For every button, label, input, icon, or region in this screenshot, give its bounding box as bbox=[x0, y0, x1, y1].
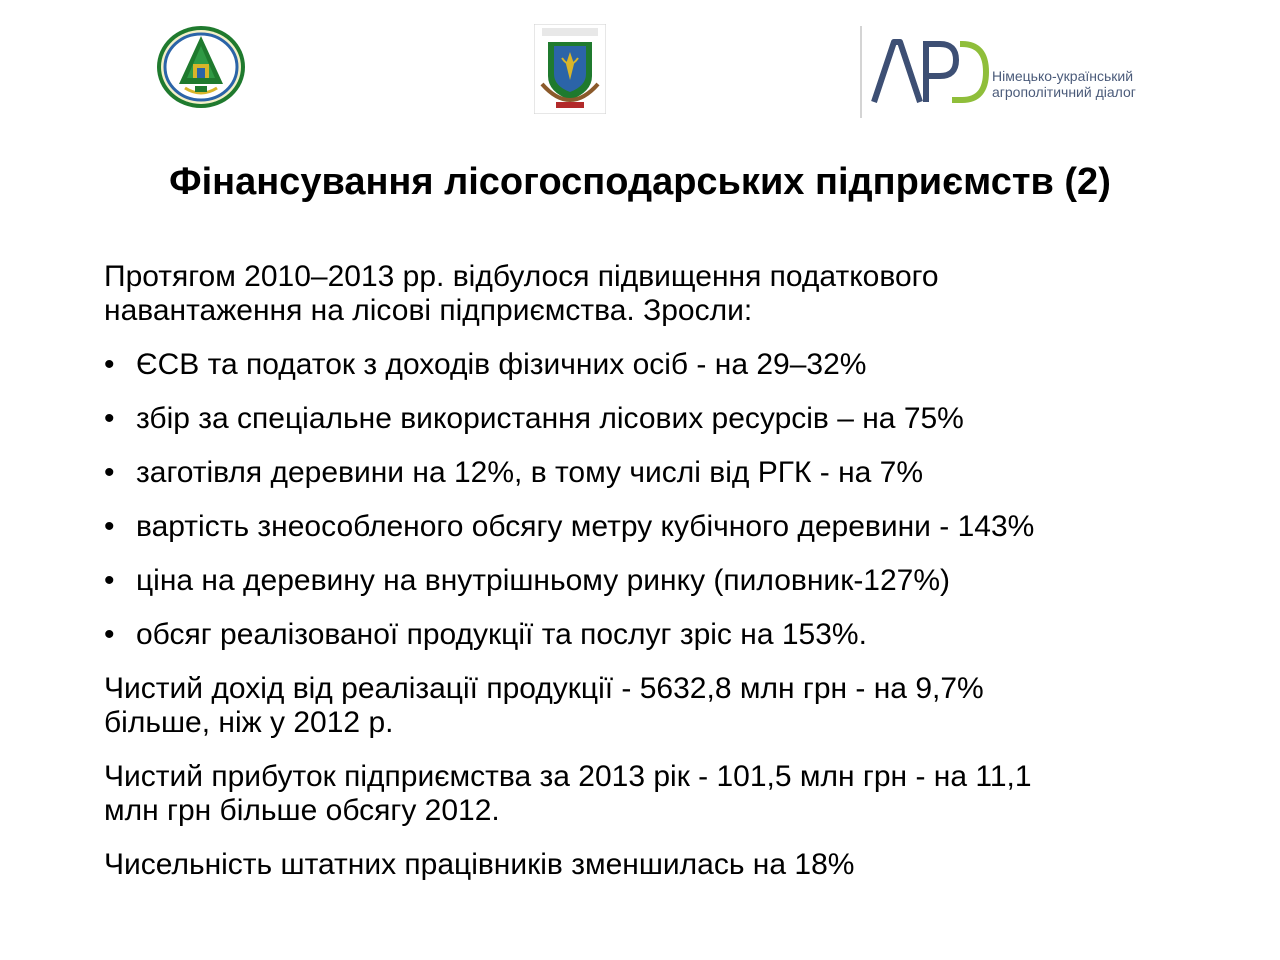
intro-line: Протягом 2010–2013 рр. відбулося підвищення податкового bbox=[104, 260, 939, 293]
paragraph-line: млн грн більше обсягу 2012. bbox=[104, 794, 500, 827]
list-item bbox=[104, 402, 1204, 436]
staff-paragraph bbox=[104, 848, 1204, 882]
apd-name-line1: Німецько-український bbox=[992, 68, 1134, 84]
slide-title: Фінансування лісогосподарських підприємств (2) bbox=[169, 161, 1111, 203]
bullet-dot: • bbox=[104, 510, 115, 543]
list-item bbox=[104, 510, 1204, 544]
apd-name bbox=[992, 68, 1136, 100]
bullet-text: збір за спеціальне використання лісових ресурсів – на 75% bbox=[136, 402, 964, 435]
bullet-dot: • bbox=[104, 348, 115, 381]
apd-name-line2: агрополітичний діалог bbox=[992, 84, 1136, 100]
paragraph-line: більше, ніж у 2012 р. bbox=[104, 706, 394, 739]
list-item bbox=[104, 564, 1204, 598]
list-item bbox=[104, 456, 1204, 490]
income-paragraph bbox=[104, 672, 1204, 740]
bullet-text: вартість знеособленого обсягу метру кубічного деревини - 143% bbox=[136, 510, 1035, 543]
bullet-dot: • bbox=[104, 456, 115, 489]
apd-mark-icon bbox=[870, 34, 990, 110]
slide-body bbox=[104, 260, 1204, 902]
paragraph-line: Чистий прибуток підприємства за 2013 рік - 101,5 млн грн - на 11,1 bbox=[104, 760, 1032, 793]
university-seal-icon bbox=[155, 24, 247, 110]
bullet-text: заготівля деревини на 12%, в тому числі від РГК - на 7% bbox=[136, 456, 924, 489]
bullet-list bbox=[104, 348, 1204, 652]
bullet-dot: • bbox=[104, 564, 115, 597]
bullet-dot: • bbox=[104, 402, 115, 435]
list-item bbox=[104, 618, 1204, 652]
intro-paragraph bbox=[104, 260, 1204, 328]
paragraph-line: Чистий дохід від реалізації продукції - 5632,8 млн грн - на 9,7% bbox=[104, 672, 984, 705]
bullet-text: обсяг реалізованої продукції та послуг зріс на 153%. bbox=[136, 618, 867, 651]
logo-divider bbox=[860, 26, 862, 118]
coat-of-arms-icon bbox=[534, 24, 606, 114]
bullet-text: ціна на деревину на внутрішньому ринку (пиловник-127%) bbox=[136, 564, 951, 597]
paragraph-line: Чисельність штатних працівників зменшилась на 18% bbox=[104, 848, 855, 881]
apd-logo bbox=[860, 26, 1150, 118]
list-item bbox=[104, 348, 1204, 382]
bullet-text: ЄСВ та податок з доходів фізичних осіб - на 29–32% bbox=[136, 348, 867, 381]
profit-paragraph bbox=[104, 760, 1204, 828]
intro-line: навантаження на лісові підприємства. Зросли: bbox=[104, 294, 753, 327]
bullet-dot: • bbox=[104, 618, 115, 651]
